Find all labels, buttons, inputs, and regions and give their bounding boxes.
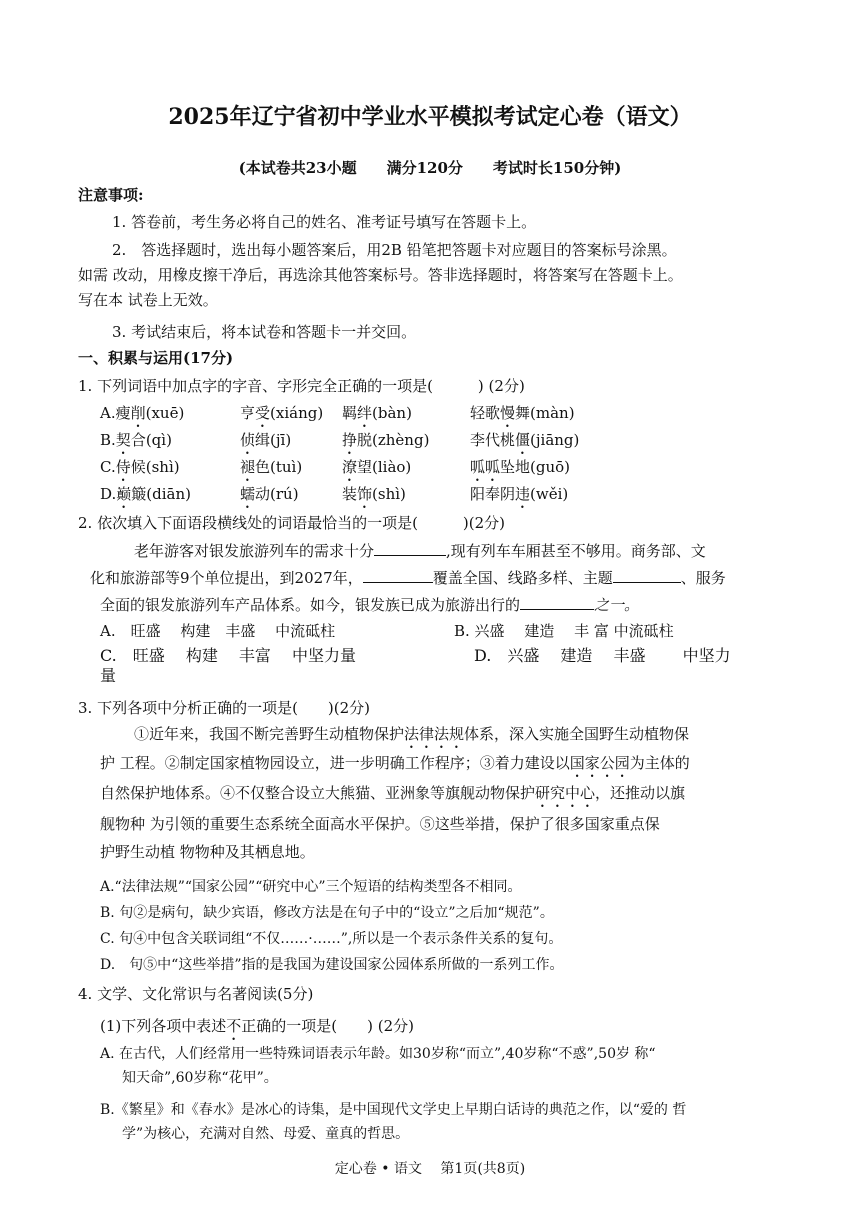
question-1-word: 亨受(xiáng) bbox=[240, 404, 324, 422]
question-1-stem: 1. 下列词语中加点字的字音、字形完全正确的一项是( ) (2分) bbox=[78, 377, 525, 395]
question-1-word: 潦望(liào) bbox=[342, 458, 412, 476]
question-4-option-a-line-1: A. 在古代，人们经常用一些特殊词语表示年龄。如30岁称“而立”,40岁称“不惑”,50岁 称“ bbox=[100, 1046, 656, 1062]
answer-blank[interactable] bbox=[613, 566, 681, 583]
question-2-passage-line-3: 全面的银发旅游列车产品体系。如今，银发族已成为旅游出行的 之一。 bbox=[100, 593, 639, 616]
page-footer: 定心卷 • 语文 第1页(共8页) bbox=[334, 1161, 526, 1177]
note-3: 3. 考试结束后，将本试卷和答题卡一并交回。 bbox=[112, 323, 417, 341]
question-4-sub-1: (1)下列各项中表述不正确的一项是( ) (2分) bbox=[100, 1017, 414, 1035]
question-1-word: 侦缉(jī) bbox=[240, 431, 292, 449]
question-3-stem: 3. 下列各项中分析正确的一项是( )(2分) bbox=[78, 699, 371, 717]
question-4-option-b-line-2: 学”为核心，充满对自然、母爱、童真的哲思。 bbox=[122, 1126, 410, 1142]
exam-info: (本试卷共23小题 满分120分 考试时长150分钟) bbox=[238, 159, 622, 177]
question-4-stem: 4. 文学、文化常识与名著阅读(5分) bbox=[78, 985, 314, 1003]
question-1-word: 蠕动(rú) bbox=[240, 485, 299, 503]
question-3-passage-line-4: 舰物种 为引领的重要生态系统全面高水平保护。⑤这些举措，保护了很多国家重点保 bbox=[100, 815, 660, 833]
section-heading: 一、积累与运用(17分) bbox=[78, 349, 234, 367]
question-2-passage-line-1: 老年游客对银发旅游列车的需求十分 ,现有列车车厢甚至不够用。商务部、文 bbox=[134, 539, 706, 562]
question-4-option-b-line-1: B.《繁星》和《春水》是冰心的诗集，是中国现代文学史上早期白话诗的典范之作，以“爱的 哲 bbox=[100, 1102, 687, 1118]
page-title: 2025年辽宁省初中学业水平模拟考试定心卷（语文） bbox=[168, 104, 692, 130]
question-1-word: 装饰(shì) bbox=[342, 485, 406, 503]
question-3-option-b: B. 句②是病句，缺少宾语，修改方法是在句子中的“设立”之后加“规范”。 bbox=[100, 905, 554, 921]
question-1-word: 羁绊(bàn) bbox=[342, 404, 412, 422]
answer-blank[interactable] bbox=[363, 566, 433, 583]
question-1-word: D.巅簸(diān) bbox=[100, 485, 191, 503]
question-3-option-a: A.“法律法规”“国家公园”“研究中心”三个短语的结构类型各不相同。 bbox=[100, 879, 522, 895]
question-3-passage-line-2: 护 工程。②制定国家植物园设立，进一步明确工作程序；③着力建设以国家公园为主体的 bbox=[100, 754, 690, 772]
question-3-option-c: C. 句④中包含关联词组“不仅……·……”,所以是一个表示条件关系的复句。 bbox=[100, 931, 563, 947]
question-2-stem: 2. 依次填入下面语段横线处的词语最恰当的一项是( )(2分) bbox=[78, 514, 506, 532]
question-1-word: B.契合(qì) bbox=[100, 431, 172, 449]
note-2-line-2: 如需 改动，用橡皮擦干净后，再选涂其他答案标号。答非选择题时，将答案写在答题卡上。 bbox=[78, 266, 683, 284]
note-1: 1. 答卷前，考生务必将自己的姓名、准考证号填写在答题卡上。 bbox=[112, 213, 537, 231]
question-3-passage-line-1: ①近年来，我国不断完善野生动植物保护法律法规体系，深入实施全国野生动植物保 bbox=[134, 725, 690, 743]
question-1-word: 阳奉阴违(wěi) bbox=[470, 485, 569, 503]
question-3-passage-line-3: 自然保护地体系。④不仅整合设立大熊猫、亚洲象等旗舰动物保护研究中心，还推动以旗 bbox=[100, 784, 686, 802]
question-1-word: A.瘦削(xuē) bbox=[100, 404, 185, 422]
notes-heading: 注意事项: bbox=[78, 186, 144, 204]
question-2-option-d: D. 兴盛 建造 丰盛 中坚力 bbox=[474, 646, 731, 665]
note-2-line-1: 2. 答选择题时，选出每小题答案后，用2B 铅笔把答题卡对应题目的答案标号涂黑。 bbox=[112, 241, 677, 259]
question-2-option-b: B. 兴盛 建造 丰 富 中流砥柱 bbox=[454, 622, 674, 640]
question-1-word: 呱呱坠地(guō) bbox=[470, 458, 571, 476]
answer-blank[interactable] bbox=[374, 539, 446, 556]
question-2-option-c: C. 旺盛 构建 丰富 中坚力量 bbox=[100, 646, 357, 665]
question-1-word: 挣脱(zhèng) bbox=[342, 431, 430, 449]
note-2-line-3: 写在本 试卷上无效。 bbox=[78, 291, 218, 309]
question-1-word: 轻歌慢舞(màn) bbox=[470, 404, 575, 422]
question-1-word: 李代桃僵(jiāng) bbox=[470, 431, 580, 449]
question-2-passage-line-2: 化和旅游部等9个单位提出，到2027年， 覆盖全国、线路多样、主题 、服务 bbox=[90, 566, 726, 589]
question-1-word: C.侍候(shì) bbox=[100, 458, 180, 476]
question-3-option-d: D. 句⑤中“这些举措”指的是我国为建设国家公园体系所做的一系列工作。 bbox=[100, 957, 564, 973]
question-1-word: 褪色(tuì) bbox=[240, 458, 303, 476]
question-4-option-a-line-2: 知天命”,60岁称“花甲”。 bbox=[122, 1070, 278, 1086]
question-2-option-a: A. 旺盛 构建 丰盛 中流砥柱 bbox=[100, 622, 336, 640]
question-3-passage-line-5: 护野生动植 物物种及其栖息地。 bbox=[100, 843, 315, 861]
answer-blank[interactable] bbox=[520, 593, 594, 610]
question-2-option-d-wrap: 量 bbox=[100, 666, 117, 685]
